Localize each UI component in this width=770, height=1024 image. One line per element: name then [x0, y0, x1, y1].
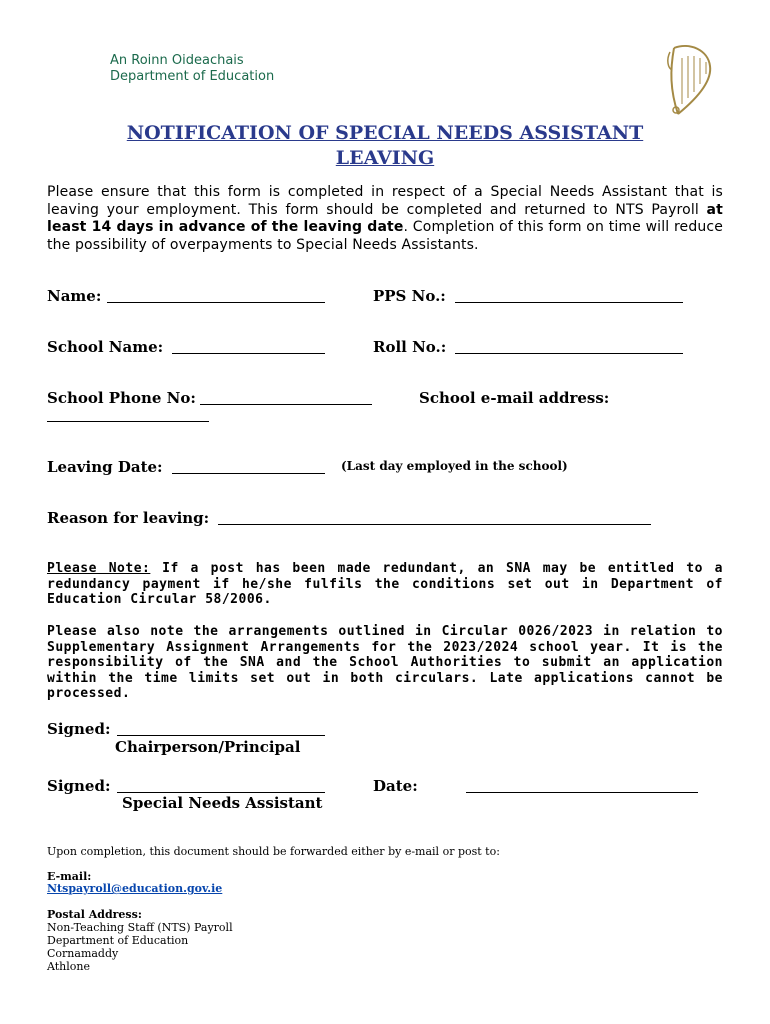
intro-deadline: at least 14 days in advance of the leaving date: [47, 201, 723, 235]
email-label: E-mail:: [47, 870, 92, 883]
email-link[interactable]: Ntspayroll@education.gov.ie: [47, 882, 223, 895]
note-label: Please Note:: [47, 561, 151, 576]
forward-instructions: Upon completion, this document should be forwarded either by e-mail or post to:: [47, 845, 500, 858]
sna-role-label: Special Needs Assistant: [122, 794, 323, 812]
signed-label-2: Signed:: [47, 777, 111, 795]
postal-address-label: Postal Address:: [47, 908, 142, 921]
reason-field[interactable]: [218, 524, 651, 525]
principal-role-label: Chairperson/Principal: [115, 738, 301, 756]
redundancy-note: Please Note: If a post has been made redundant, an SNA may be entitled to a redundancy payment if he/she fulfils the conditions set out in Department of Education Circular 58/2006.: [47, 561, 723, 607]
school-name-label: School Name:: [47, 338, 164, 356]
leaving-date-hint: (Last day employed in the school): [341, 459, 568, 473]
circular-note: Please also note the arrangements outlined in Circular 0026/2023 in relation to Supplementary Assignment Arrangements for the 2023/2024 school year. It is the responsibility of the SNA and the School Authorities to submit an application within the time limits set out in both circulars. Late applications cannot be processed.: [47, 624, 723, 701]
dept-name-irish: An Roinn Oideachais: [110, 53, 244, 68]
leaving-date-label: Leaving Date:: [47, 458, 163, 476]
school-email-label: School e-mail address:: [419, 389, 610, 407]
dept-name-english: Department of Education: [110, 69, 275, 84]
leaving-date-field[interactable]: [172, 473, 325, 474]
address-line: Cornamaddy: [47, 947, 119, 960]
postal-address: [47, 921, 233, 973]
roll-label: Roll No.:: [373, 338, 447, 356]
name-label: Name:: [47, 287, 102, 305]
sna-signature-field[interactable]: [117, 792, 325, 793]
date-label: Date:: [373, 777, 418, 795]
pps-field[interactable]: [455, 302, 683, 303]
harp-emblem-icon: [660, 40, 720, 118]
school-phone-label: School Phone No:: [47, 389, 196, 407]
reason-label: Reason for leaving:: [47, 509, 210, 527]
school-phone-field[interactable]: [200, 404, 372, 405]
principal-signature-field[interactable]: [117, 735, 325, 736]
school-email-field[interactable]: [47, 421, 209, 422]
name-field[interactable]: [107, 302, 325, 303]
signed-label-1: Signed:: [47, 720, 111, 738]
pps-label: PPS No.:: [373, 287, 446, 305]
intro-paragraph: Please ensure that this form is completed in respect of a Special Needs Assistant that is leaving your employment. This form should be completed and returned to NTS Payroll at least 14 days in advance of the leaving date. Completion of this form on time will reduce the possibility of overpayments to Special Needs Assistants.: [47, 184, 723, 253]
date-field[interactable]: [466, 792, 698, 793]
address-line: Athlone: [47, 960, 90, 973]
address-line: Department of Education: [47, 934, 189, 947]
page-title: NOTIFICATION OF SPECIAL NEEDS ASSISTANT LEAVING: [126, 122, 644, 169]
school-name-field[interactable]: [172, 353, 325, 354]
roll-field[interactable]: [455, 353, 683, 354]
address-line: Non-Teaching Staff (NTS) Payroll: [47, 921, 233, 934]
department-logo-text: [110, 53, 274, 85]
